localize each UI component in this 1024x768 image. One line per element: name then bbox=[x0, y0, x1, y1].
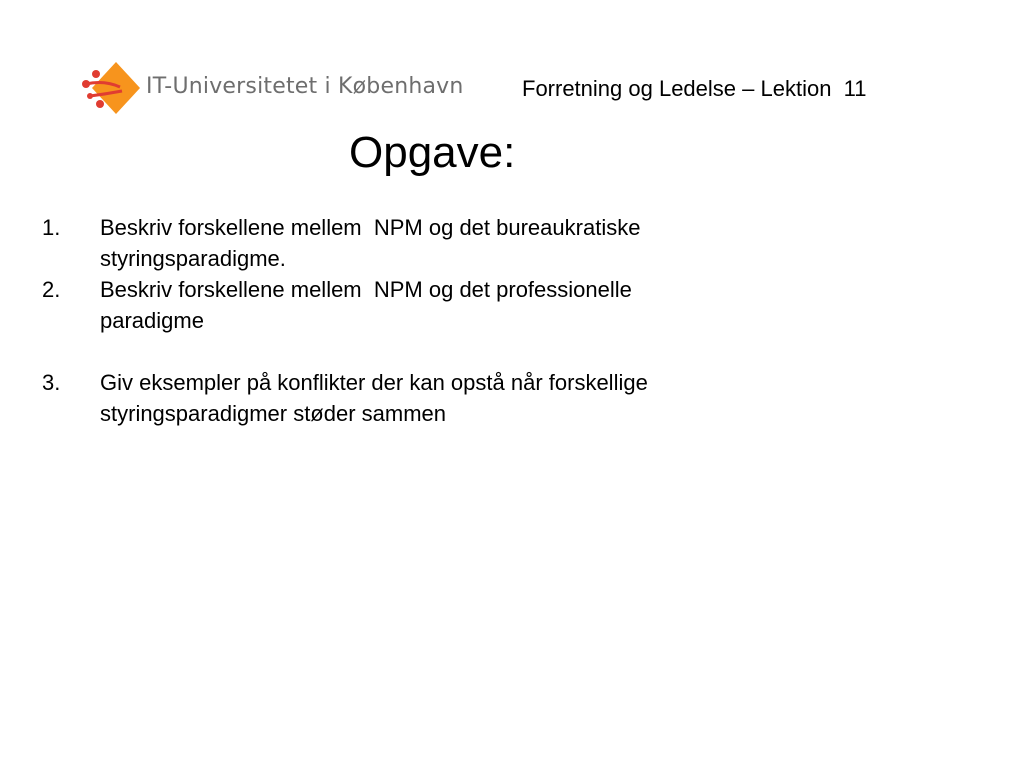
task-text: Beskriv forskellene mellem NPM og det bureaukratiske styringsparadigme. bbox=[100, 215, 641, 271]
itu-logo bbox=[78, 60, 498, 116]
task-item bbox=[42, 367, 802, 429]
itu-logo-icon bbox=[78, 60, 142, 116]
task-number: 2. bbox=[42, 277, 61, 302]
slide-title: Opgave: bbox=[349, 128, 516, 177]
logo-text: IT-Universitetet i København bbox=[146, 74, 464, 99]
task-number: 3. bbox=[42, 370, 61, 395]
course-title: Forretning og Ledelse – Lektion 11 bbox=[522, 76, 867, 101]
task-text: Beskriv forskellene mellem NPM og det professionelle paradigme bbox=[100, 277, 632, 333]
logo-dot bbox=[92, 70, 100, 78]
task-text: Giv eksempler på konflikter der kan opstå når forskellige styringsparadigmer støder sammen bbox=[100, 370, 648, 426]
task-number: 1. bbox=[42, 215, 61, 240]
task-list bbox=[42, 212, 802, 429]
task-item bbox=[42, 274, 802, 336]
logo-dot bbox=[96, 100, 104, 108]
task-item bbox=[42, 212, 802, 274]
